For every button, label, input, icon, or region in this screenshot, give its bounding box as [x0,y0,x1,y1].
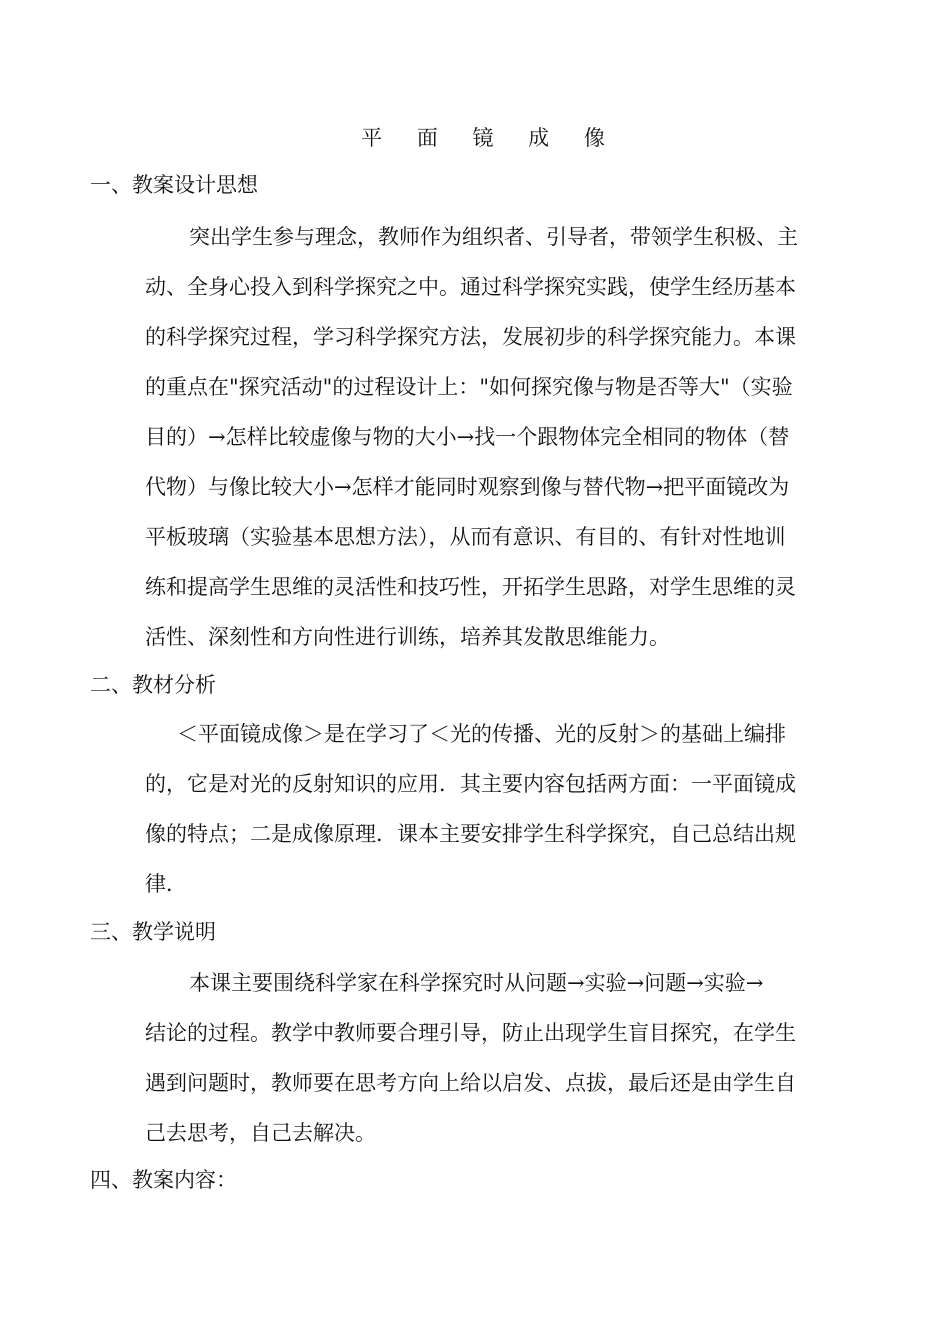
text-line: 遇到问题时，教师要在思考方向上给以启发、点拔，最后还是由学生自 [145,1071,796,1095]
text-line: 己去思考，自己去解决。 [145,1121,376,1145]
text-line: 的科学探究过程，学习科学探究方法，发展初步的科学探究能力。本课 [145,325,796,349]
text-line: ＜平面镜成像＞是在学习了＜光的传播、光的反射＞的基础上编排 [177,722,786,746]
text-line: 像的特点；二是成像原理．课本主要安排学生科学探究，自己总结出规 [145,822,796,846]
section-body-textbook-analysis [145,709,835,909]
section-heading-design-idea: 一、教案设计思想 [90,173,258,197]
text-line: 代物）与像比较大小→怎样才能同时观察到像与替代物→把平面镜改为 [145,475,790,499]
text-line: 本课主要围绕科学家在科学探究时从问题→实验→问题→实验→ [189,971,764,995]
text-line: 活性、深刻性和方向性进行训练，培养其发散思维能力。 [145,625,670,649]
section-body-design-idea [145,212,835,662]
text-line: 目的）→怎样比较虚像与物的大小→找一个跟物体完全相同的物体（替 [145,425,790,449]
text-line: 的，它是对光的反射知识的应用．其主要内容包括两方面：一平面镜成 [145,772,796,796]
document-title: 平 面 镜 成 像 [361,126,619,150]
section-body-teaching-notes [145,958,835,1158]
section-heading-lesson-content: 四、教案内容： [90,1168,237,1192]
text-line: 律． [145,872,187,896]
text-line: 动、全身心投入到科学探究之中。通过科学探究实践，使学生经历基本 [145,275,796,299]
text-line: 平板玻璃（实验基本思想方法），从而有意识、有目的、有针对性地训 [145,525,786,549]
text-line: 练和提高学生思维的灵活性和技巧性，开拓学生思路，对学生思维的灵 [145,575,796,599]
text-line: 结论的过程。教学中教师要合理引导，防止出现学生盲目探究，在学生 [145,1021,796,1045]
text-line: 的重点在"探究活动"的过程设计上："如何探究像与物是否等大"（实验 [145,375,793,399]
section-heading-teaching-notes: 三、教学说明 [90,920,216,944]
text-line: 突出学生参与理念，教师作为组织者、引导者，带领学生积极、主 [189,225,798,249]
section-heading-textbook-analysis: 二、教材分析 [90,673,216,697]
